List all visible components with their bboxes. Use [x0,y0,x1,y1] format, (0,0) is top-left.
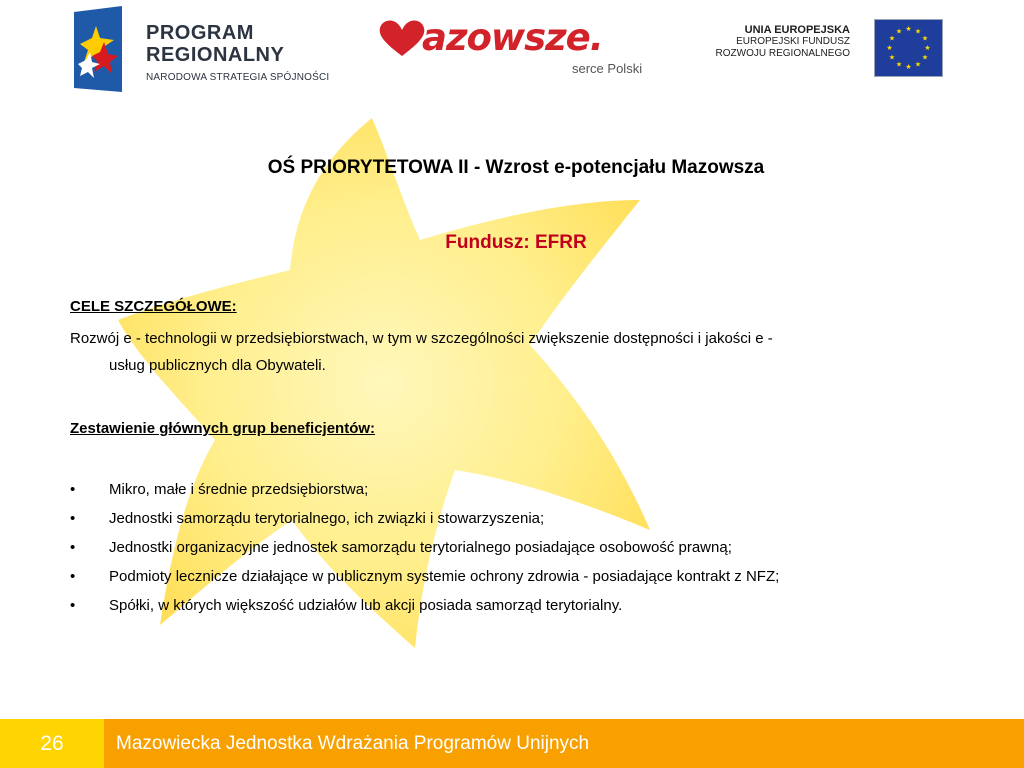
svg-text:★: ★ [888,34,896,43]
list-item-text: Jednostki organizacyjne jednostek samorządu terytorialnego posiadające osobowość prawną; [109,539,732,556]
eu-line1: UNIA EUROPEJSKA [744,24,850,36]
mazowsze-wordmark: azowsze. [422,16,603,59]
svg-text:★: ★ [886,44,893,52]
objectives-line2: usług publicznych dla Obywateli. [109,357,326,374]
program-subtitle: NARODOWA STRATEGIA SPÓJNOŚCI [146,72,330,83]
list-item-text: Jednostki samorządu terytorialnego, ich związki i stowarzyszenia; [109,510,545,527]
fund-label: Fundusz: EFRR [445,232,587,253]
program-regionalny-title [146,22,284,66]
eu-flag-icon [874,19,943,77]
svg-text:★: ★ [895,27,903,36]
program-title-line2: REGIONALNY [146,44,285,66]
list-item-text: Podmioty lecznicze działające w publicznym systemie ochrony zdrowia - posiadające kontrakt z NFZ; [109,568,780,585]
svg-text:★: ★ [888,53,896,62]
objectives-heading: CELE SZCZEGÓŁOWE: [70,298,237,315]
svg-text:★: ★ [924,44,931,52]
program-regionalny-logo [70,4,370,96]
svg-text:★: ★ [921,34,929,43]
footer [0,719,1024,768]
bullet-icon: • [70,481,76,498]
page-number: 26 [0,719,104,768]
eu-text [690,24,850,60]
objectives-line1: Rozwój e - technologii w przedsiębiorstwach, w tym w szczególności zwiększenie dostępności i jakości e - [70,330,773,347]
mazowsze-logo [378,14,668,84]
list-item-text: Mikro, małe i średnie przedsiębiorstwa; [109,481,369,498]
footer-organization: Mazowiecka Jednostka Wdrażania Programów Unijnych [116,733,590,754]
bullet-icon: • [70,568,76,585]
eu-line3: ROZWOJU REGIONALNEGO [715,48,850,59]
eu-line2: EUROPEJSKI FUNDUSZ [736,36,850,47]
header [0,0,1024,110]
svg-text:★: ★ [895,60,903,69]
svg-text:★: ★ [905,63,912,71]
mazowsze-subtitle: serce Polski [572,61,643,76]
svg-text:★: ★ [914,27,922,36]
bullet-icon: • [70,539,76,556]
list-item [70,533,962,562]
eu-logo [690,18,950,78]
list-item [70,562,962,591]
list-item [70,591,962,620]
footer-bar [104,719,1024,768]
beneficiaries-list [70,475,962,620]
program-title-line1: PROGRAM [146,22,254,44]
program-regionalny-star-icon [70,4,126,94]
bullet-icon: • [70,510,76,527]
slide-title: OŚ PRIORYTETOWA II - Wzrost e-potencjału Mazowsza [267,157,765,178]
svg-text:★: ★ [914,60,922,69]
list-item [70,504,962,533]
svg-text:★: ★ [921,53,929,62]
list-item-text: Spółki, w których większość udziałów lub akcji posiada samorząd terytorialny. [109,597,623,614]
svg-text:★: ★ [905,25,912,33]
heart-icon [378,18,426,58]
beneficiaries-heading: Zestawienie głównych grup beneficjentów: [70,420,376,437]
bullet-icon: • [70,597,76,614]
objectives-text [70,325,962,379]
list-item [70,475,962,504]
